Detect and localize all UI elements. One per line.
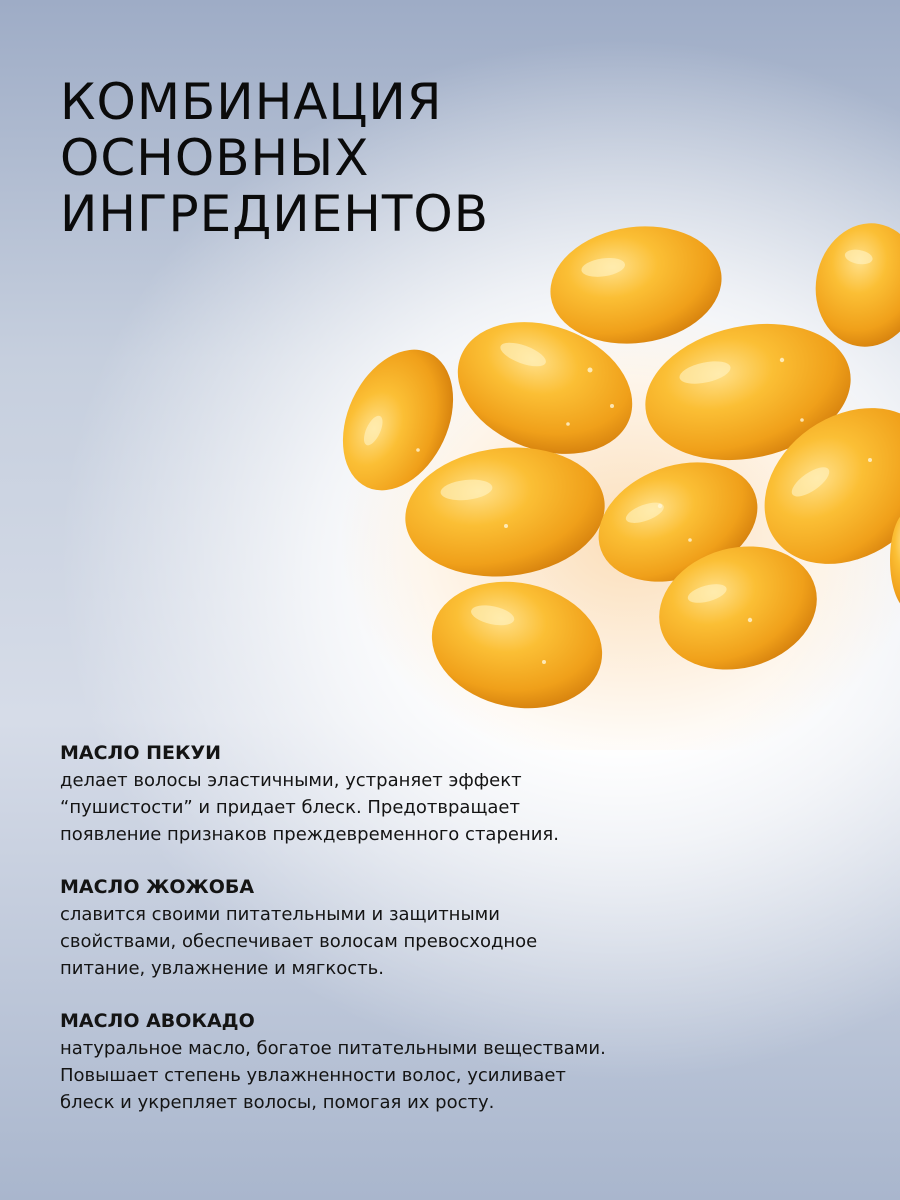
ingredients-list bbox=[60, 740, 700, 1142]
ingredient-title: МАСЛО ЖОЖОБА bbox=[60, 876, 255, 898]
title-line: КОМБИНАЦИЯ bbox=[60, 73, 443, 131]
description-line: блеск и укрепляет волосы, помогая их росту. bbox=[60, 1092, 495, 1113]
ingredient-jojoba-oil bbox=[60, 874, 700, 982]
ingredient-description bbox=[60, 901, 700, 982]
title-line: ИНГРЕДИЕНТОВ bbox=[60, 185, 490, 243]
description-line: славится своими питательными и защитными bbox=[60, 904, 500, 925]
description-line: питание, увлажнение и мягкость. bbox=[60, 958, 384, 979]
description-line: появление признаков преждевременного старения. bbox=[60, 824, 559, 845]
ingredient-title: МАСЛО ПЕКУИ bbox=[60, 742, 222, 764]
pequi-fruits-image bbox=[330, 210, 900, 750]
ingredient-description bbox=[60, 767, 700, 848]
description-line: натуральное масло, богатое питательными веществами. bbox=[60, 1038, 606, 1059]
ingredient-title: МАСЛО АВОКАДО bbox=[60, 1010, 255, 1032]
title-line: ОСНОВНЫХ bbox=[60, 129, 370, 187]
description-line: делает волосы эластичными, устраняет эффект bbox=[60, 770, 522, 791]
ingredient-pequi-oil bbox=[60, 740, 700, 848]
ingredient-avocado-oil bbox=[60, 1008, 700, 1116]
description-line: “пушистости” и придает блеск. Предотвращает bbox=[60, 797, 520, 818]
description-line: свойствами, обеспечивает волосам превосходное bbox=[60, 931, 538, 952]
ingredient-description bbox=[60, 1035, 700, 1116]
description-line: Повышает степень увлажненности волос, усиливает bbox=[60, 1065, 566, 1086]
fruit bbox=[806, 215, 900, 355]
